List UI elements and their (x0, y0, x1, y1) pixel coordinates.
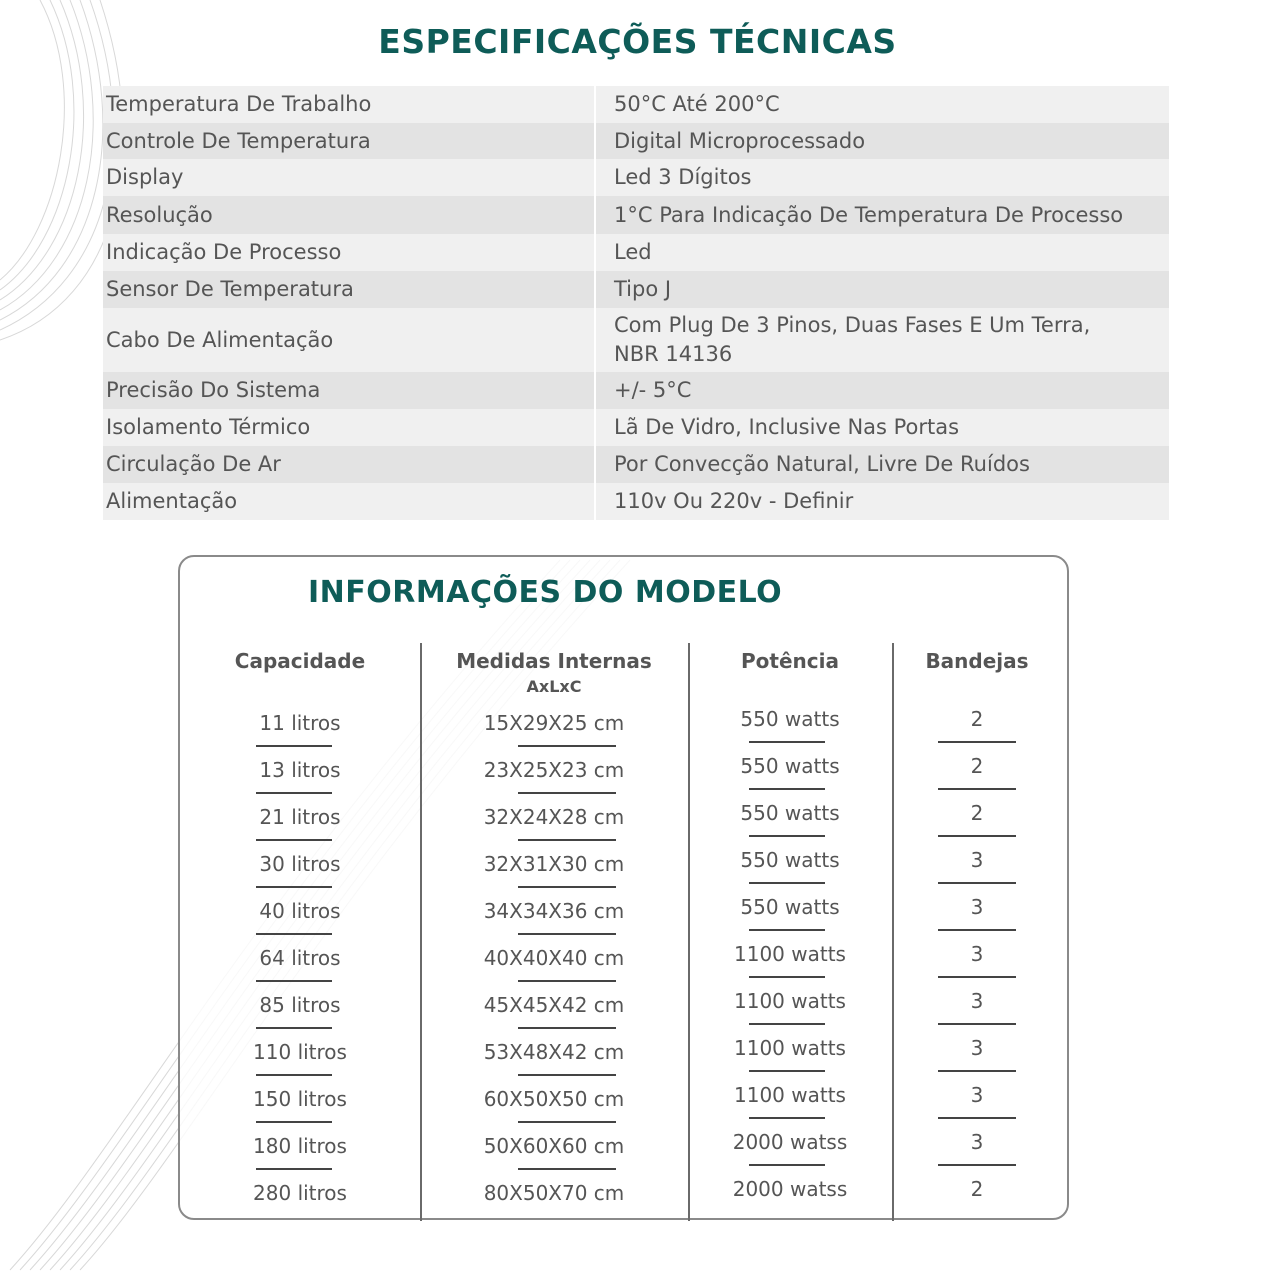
specs-table (103, 86, 1169, 520)
medidas-underline (518, 1027, 616, 1029)
bandejas-underline (938, 882, 1016, 884)
bandejas-cell: 3 (970, 848, 984, 872)
model-info-box (178, 555, 1069, 1220)
medidas-cell: 60X50X50 cm (483, 1087, 625, 1111)
medidas-cell: 50X60X60 cm (483, 1134, 625, 1158)
potencia-underline (749, 1023, 825, 1025)
spec-label: Circulação De Ar (103, 446, 595, 483)
potencia-underline (749, 1164, 825, 1166)
bandejas-underline (938, 788, 1016, 790)
potencia-underline (749, 976, 825, 978)
spec-value: Led 3 Dígitos (595, 159, 1169, 196)
spec-value: Lã De Vidro, Inclusive Nas Portas (595, 409, 1169, 446)
potencia-cell: 2000 watss (732, 1177, 848, 1201)
spec-label: Display (103, 159, 595, 196)
spec-label: Sensor De Temperatura (103, 271, 595, 308)
medidas-cell: 45X45X42 cm (483, 993, 625, 1017)
spec-label: Alimentação (103, 483, 595, 520)
spec-value: Tipo J (595, 271, 1169, 308)
capacidade-underline (256, 980, 332, 982)
capacidade-underline (256, 1168, 332, 1170)
bandejas-cell: 3 (970, 989, 984, 1013)
medidas-underline (518, 792, 616, 794)
bandejas-underline (938, 976, 1016, 978)
medidas-underline (518, 933, 616, 935)
specs-row (103, 271, 1169, 308)
capacidade-underline (256, 1027, 332, 1029)
capacidade-underline (256, 745, 332, 747)
potencia-cell: 550 watts (740, 754, 840, 778)
spec-label: Precisão Do Sistema (103, 372, 595, 409)
spec-value: +/- 5°C (595, 372, 1169, 409)
potencia-underline (749, 1070, 825, 1072)
bandejas-cell: 3 (970, 1083, 984, 1107)
potencia-cell: 550 watts (740, 848, 840, 872)
medidas-column (430, 649, 678, 703)
bandejas-cell: 2 (970, 707, 984, 731)
medidas-underline (518, 1074, 616, 1076)
capacidade-cell: 85 litros (259, 993, 341, 1017)
medidas-cell: 32X31X30 cm (483, 852, 625, 876)
bandejas-cell: 3 (970, 895, 984, 919)
potencia-cell: 550 watts (740, 801, 840, 825)
potencia-cell: 1100 watts (734, 989, 846, 1013)
medidas-cell: 32X24X28 cm (483, 805, 625, 829)
potencia-underline (749, 1117, 825, 1119)
potencia-underline (749, 788, 825, 790)
bandejas-cell: 2 (970, 1177, 984, 1201)
potencia-underline (749, 882, 825, 884)
potencia-cell: 550 watts (740, 707, 840, 731)
bandejas-header: Bandejas (925, 649, 1029, 673)
medidas-header: Medidas Internas (456, 649, 652, 673)
specs-row (103, 483, 1169, 520)
specs-row (103, 196, 1169, 234)
potencia-header: Potência (741, 649, 839, 673)
specs-row (103, 234, 1169, 271)
capacidade-cell: 180 litros (253, 1134, 347, 1158)
medidas-cell: 23X25X23 cm (483, 758, 625, 782)
medidas-subheader: AxLxC (526, 677, 582, 696)
medidas-cell: 80X50X70 cm (483, 1181, 625, 1205)
capacidade-cell: 21 litros (259, 805, 341, 829)
capacidade-cell: 13 litros (259, 758, 341, 782)
capacidade-cell: 11 litros (259, 711, 341, 735)
bandejas-underline (938, 1023, 1016, 1025)
spec-label: Resolução (103, 196, 595, 234)
bandejas-underline (938, 1164, 1016, 1166)
spec-value-line1: Com Plug De 3 Pinos, Duas Fases E Um Terra, (614, 313, 1091, 337)
spec-label: Indicação De Processo (103, 234, 595, 271)
column-divider (892, 643, 894, 1221)
capacidade-cell: 30 litros (259, 852, 341, 876)
medidas-underline (518, 839, 616, 841)
capacidade-underline (256, 839, 332, 841)
specs-row (103, 446, 1169, 483)
potencia-cell: 2000 watss (732, 1130, 848, 1154)
spec-label: Isolamento Térmico (103, 409, 595, 446)
spec-label: Temperatura De Trabalho (103, 86, 595, 123)
capacidade-cell: 150 litros (253, 1087, 347, 1111)
potencia-cell: 1100 watts (734, 942, 846, 966)
specs-row (103, 308, 1169, 372)
medidas-underline (518, 745, 616, 747)
medidas-cell: 53X48X42 cm (483, 1040, 625, 1064)
medidas-underline (518, 886, 616, 888)
specs-title: ESPECIFICAÇÕES TÉCNICAS (378, 22, 897, 61)
potencia-cell: 1100 watts (734, 1036, 846, 1060)
capacidade-underline (256, 1074, 332, 1076)
capacidade-cell: 110 litros (253, 1040, 347, 1064)
potencia-cell: 1100 watts (734, 1083, 846, 1107)
capacidade-header: Capacidade (234, 649, 366, 673)
potencia-underline (749, 835, 825, 837)
bandejas-cell: 3 (970, 1130, 984, 1154)
bandejas-underline (938, 1070, 1016, 1072)
medidas-underline (518, 1121, 616, 1123)
capacidade-underline (256, 933, 332, 935)
spec-label: Controle De Temperatura (103, 123, 595, 159)
spec-value: Digital Microprocessado (595, 123, 1169, 159)
medidas-cell: 15X29X25 cm (483, 711, 625, 735)
bandejas-underline (938, 835, 1016, 837)
medidas-cell: 34X34X36 cm (483, 899, 625, 923)
capacidade-cell: 40 litros (259, 899, 341, 923)
bandejas-cell: 2 (970, 801, 984, 825)
spec-value: 50°C Até 200°C (595, 86, 1169, 123)
capacidade-underline (256, 792, 332, 794)
spec-label: Cabo De Alimentação (103, 308, 595, 372)
potencia-cell: 550 watts (740, 895, 840, 919)
spec-value: Por Convecção Natural, Livre De Ruídos (595, 446, 1169, 483)
medidas-underline (518, 1168, 616, 1170)
specs-row (103, 409, 1169, 446)
medidas-underline (518, 980, 616, 982)
bandejas-underline (938, 1117, 1016, 1119)
bandejas-underline (938, 929, 1016, 931)
column-divider (688, 643, 690, 1221)
potencia-underline (749, 741, 825, 743)
model-title: INFORMAÇÕES DO MODELO (308, 575, 783, 610)
specs-row (103, 123, 1169, 159)
capacidade-cell: 280 litros (253, 1181, 347, 1205)
specs-row (103, 86, 1169, 123)
capacidade-column (200, 649, 400, 677)
spec-value-line2: NBR 14136 (614, 342, 733, 366)
medidas-cell: 40X40X40 cm (483, 946, 625, 970)
bandejas-underline (938, 741, 1016, 743)
bandejas-column (902, 649, 1052, 677)
column-divider (420, 643, 422, 1221)
spec-value: 1°C Para Indicação De Temperatura De Processo (595, 196, 1169, 234)
capacidade-underline (256, 886, 332, 888)
bandejas-cell: 2 (970, 754, 984, 778)
spec-value-multiline (595, 308, 1169, 372)
specs-row (103, 159, 1169, 196)
specs-row (103, 372, 1169, 409)
capacidade-cell: 64 litros (259, 946, 341, 970)
spec-value: Led (595, 234, 1169, 271)
potencia-column (700, 649, 880, 677)
potencia-underline (749, 929, 825, 931)
bandejas-cell: 3 (970, 942, 984, 966)
capacidade-underline (256, 1121, 332, 1123)
bandejas-cell: 3 (970, 1036, 984, 1060)
spec-value: 110v Ou 220v - Definir (595, 483, 1169, 520)
